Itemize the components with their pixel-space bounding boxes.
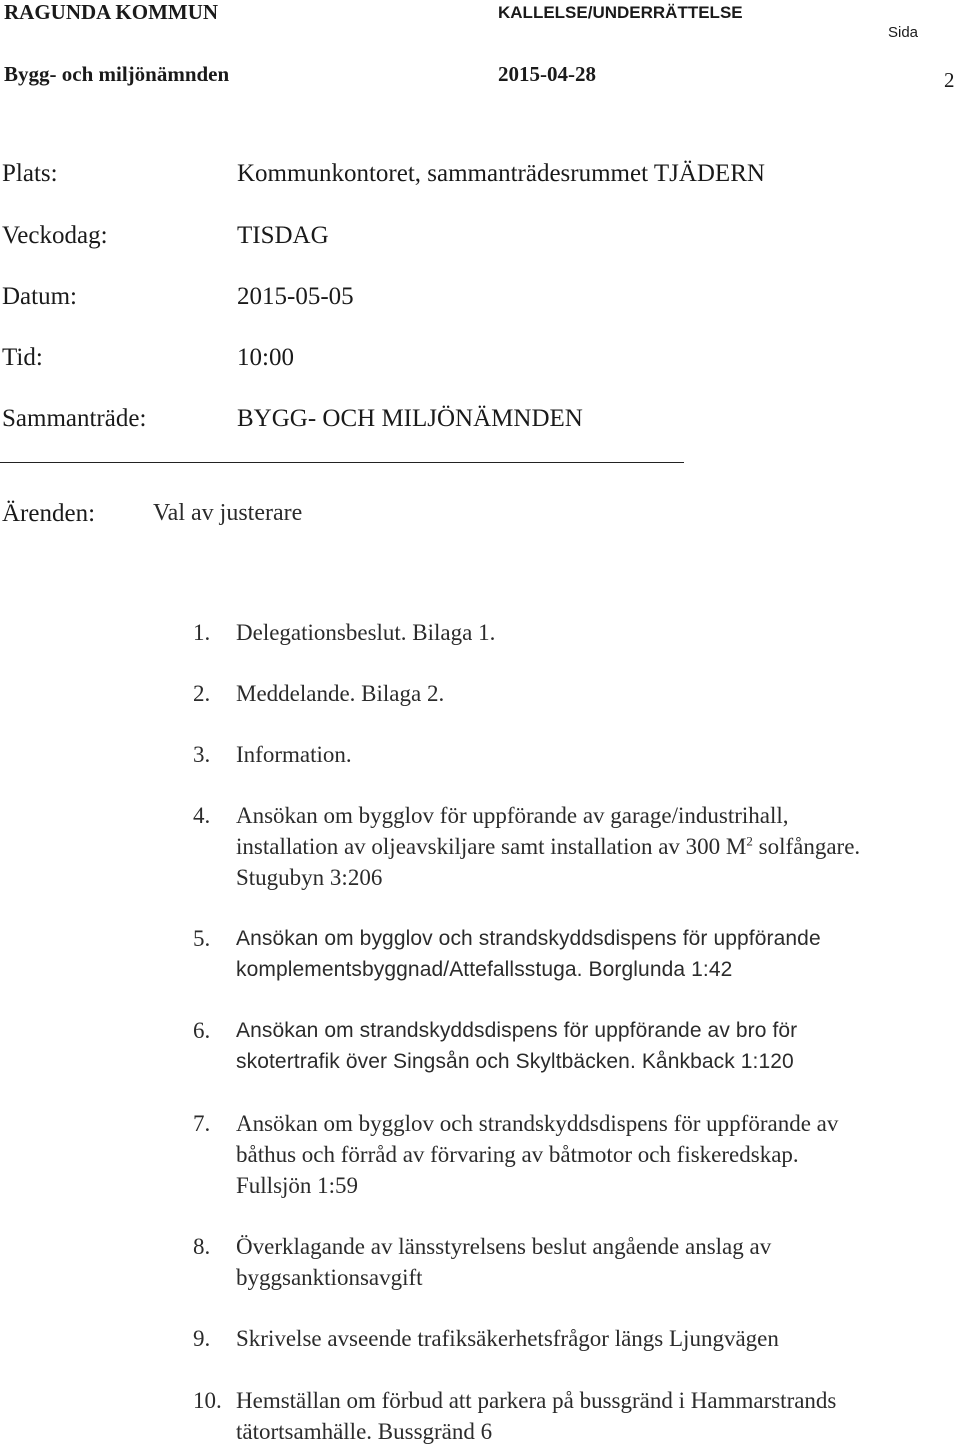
agenda-item-line: Ansökan om bygglov för uppförande av garage/industrihall, [236, 803, 789, 828]
agenda-item-line: båthus och förråd av förvaring av båtmotor och fiskeredskap. [236, 1142, 799, 1167]
agenda-item-text: Delegationsbeslut. Bilaga 1. [236, 620, 496, 645]
agenda-item-number: 2. [193, 681, 211, 706]
place-label: Plats: [2, 160, 58, 187]
agenda-item-line: Ansökan om bygglov och strandskyddsdispens för uppförande av [236, 1111, 839, 1136]
agenda-first-item: Val av justerare [153, 500, 303, 526]
agenda-item-line: tätortsamhälle. Bussgränd 6 [236, 1419, 493, 1444]
weekday-value: TISDAG [237, 222, 329, 249]
date-value: 2015-05-05 [237, 283, 354, 310]
agenda-label: Ärenden: [2, 500, 96, 527]
agenda-item-line: Överklagande av länsstyrelsens beslut angående anslag av [236, 1234, 772, 1259]
agenda-item-line: Ansökan om strandskyddsdispens för uppförande av bro för [236, 1019, 798, 1042]
agenda-item-line: Stugubyn 3:206 [236, 865, 383, 890]
agenda-item-number: 3. [193, 742, 211, 767]
date-label: Datum: [2, 283, 77, 310]
agenda-item-number: 5. [193, 926, 211, 951]
document-date: 2015-04-28 [498, 62, 596, 86]
agenda-item-number: 10. [193, 1388, 222, 1413]
agenda-item-number: 6. [193, 1018, 211, 1043]
agenda-item-line: skotertrafik över Singsån och Skyltbäcken. Kånkback 1:120 [236, 1050, 794, 1073]
divider-line [0, 462, 684, 463]
time-value: 10:00 [237, 344, 294, 371]
agenda-item-number: 4. [193, 803, 211, 828]
org-name: RAGUNDA KOMMUN [4, 0, 219, 24]
time-label: Tid: [2, 344, 43, 371]
agenda-item-line: Ansökan om bygglov och strandskyddsdispens för uppförande [236, 927, 821, 950]
agenda-item-line: Fullsjön 1:59 [236, 1173, 359, 1198]
agenda-item-number: 8. [193, 1234, 211, 1259]
superscript: 2 [746, 833, 753, 849]
meeting-value: BYGG- OCH MILJÖNÄMNDEN [237, 405, 583, 432]
page-label: Sida [888, 24, 919, 41]
agenda-item-number: 1. [193, 620, 211, 645]
agenda-item-text: installation av oljeavskiljare samt installation av 300 M [236, 834, 747, 859]
agenda-item-text: Skrivelse avseende trafiksäkerhetsfrågor längs Ljungvägen [236, 1326, 779, 1351]
agenda-item-text: Meddelande. Bilaga 2. [236, 681, 445, 706]
weekday-label: Veckodag: [2, 222, 108, 249]
agenda-item-number: 9. [193, 1326, 211, 1351]
meeting-label: Sammanträde: [2, 405, 147, 432]
agenda-item-line [236, 831, 956, 862]
agenda-item-line: komplementsbyggnad/Attefallsstuga. Borglunda 1:42 [236, 958, 733, 981]
agenda-item-text: solfångare. [752, 834, 861, 859]
place-value: Kommunkontoret, sammanträdesrummet TJÄDERN [237, 160, 765, 187]
agenda-item-line: byggsanktionsavgift [236, 1265, 423, 1290]
agenda-item-number: 7. [193, 1111, 211, 1136]
document-type: KALLELSE/UNDERRÄTTELSE [498, 3, 743, 22]
page-number: 2 [944, 68, 955, 92]
committee-name: Bygg- och miljönämnden [4, 62, 230, 86]
agenda-item-line: Hemställan om förbud att parkera på bussgränd i Hammarstrands [236, 1388, 837, 1413]
agenda-item-text: Information. [236, 742, 352, 767]
